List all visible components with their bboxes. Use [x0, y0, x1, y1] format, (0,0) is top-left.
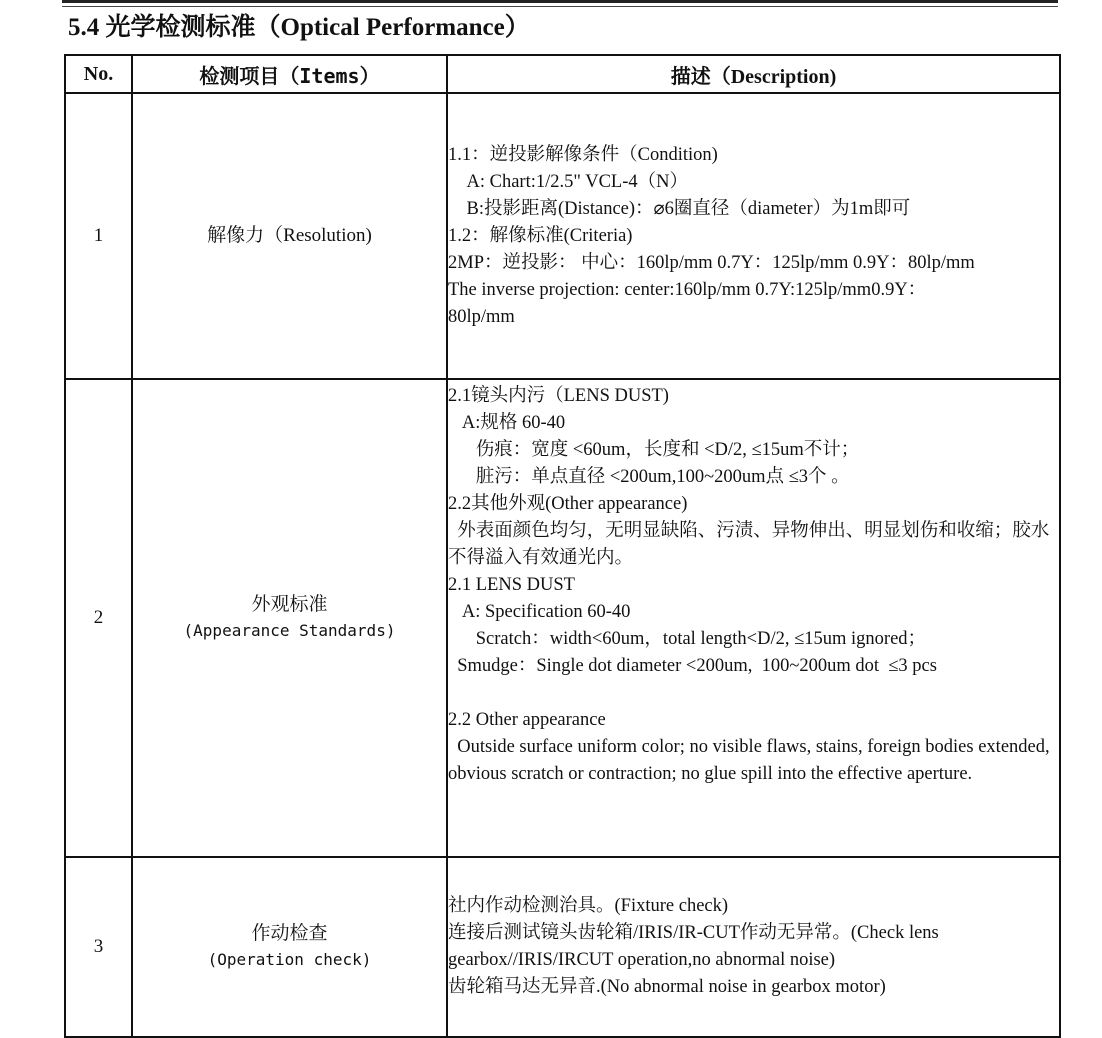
- optical-performance-table: [64, 54, 1061, 1038]
- top-rule-thin: [62, 6, 1058, 7]
- description-line: 2.1镜头内污（LENS DUST): [448, 386, 669, 406]
- item-name: 外观标准: [251, 594, 328, 615]
- description-line: 齿轮箱马达无异音.(No abnormal noise in gearbox motor): [448, 977, 886, 997]
- description-line: A: Specification 60-40: [448, 602, 631, 622]
- item-cell: [132, 857, 447, 1037]
- description-line: 80lp/mm: [448, 306, 515, 327]
- item-name-english: (Operation check): [207, 950, 372, 969]
- description-line: 社内作动检测治具。(Fixture check): [448, 896, 729, 916]
- header-row: [65, 55, 1060, 93]
- table-row: [65, 93, 1060, 379]
- section-title: 5.4 光学检测标准（Optical Performance）: [68, 14, 530, 41]
- header-no: No.: [65, 55, 132, 93]
- table-row: [65, 857, 1060, 1037]
- item-cell: [132, 379, 447, 857]
- description-line: 伤痕：宽度 <60um，长度和 <D/2, ≤15um不计；: [448, 440, 860, 460]
- description-cell: [447, 379, 1060, 857]
- description-line: Scratch：width<60um，total length<D/2, ≤15um ignored；: [448, 629, 927, 649]
- item-cell: [132, 93, 447, 379]
- description-cell: [447, 93, 1060, 379]
- description-line: 脏污：单点直径 <200um,100~200um点 ≤3个 。: [448, 467, 850, 487]
- row-number: 3: [65, 857, 132, 1037]
- row-number: 1: [65, 93, 132, 379]
- header-description: 描述（Description): [447, 55, 1060, 93]
- description-line: 2.1 LENS DUST: [448, 575, 575, 595]
- description-line: 连接后测试镜头齿轮箱/IRIS/IR-CUT作动无异常。(Check lens gearbox//IRIS/IRCUT operation,no abnormal noise): [448, 923, 944, 970]
- table-row: [65, 379, 1060, 857]
- top-rule-thick: [62, 0, 1058, 3]
- item-name: 作动检查: [251, 923, 328, 944]
- description-line: B:投影距离(Distance)：⌀6圈直径（diameter）为1m即可: [448, 198, 911, 219]
- description-line: 2MP：逆投影： 中心：160lp/mm 0.7Y：125lp/mm 0.9Y：80lp/mm: [448, 252, 975, 273]
- description-line: 1.1：逆投影解像条件（Condition): [448, 144, 718, 165]
- description-line: A: Chart:1/2.5" VCL-4（N）: [448, 171, 688, 192]
- item-name-english: (Appearance Standards): [183, 621, 396, 640]
- description-line: 2.2其他外观(Other appearance): [448, 494, 688, 514]
- description-line: Outside surface uniform color; no visible flaws, stains, foreign bodies extended, obvious scratch or contraction; no glue spill into the effective aperture.: [448, 737, 1055, 784]
- description-line: 2.2 Other appearance: [448, 710, 606, 730]
- description-line: Smudge：Single dot diameter <200um, 100~200um dot ≤3 pcs: [448, 656, 937, 676]
- header-items: 检测项目（Items）: [132, 55, 447, 93]
- item-name: 解像力（Resolution): [207, 225, 372, 246]
- description-line: A:规格 60-40: [448, 413, 566, 433]
- row-number: 2: [65, 379, 132, 857]
- description-spacer: [448, 680, 1059, 707]
- description-line: The inverse projection: center:160lp/mm 0.7Y:125lp/mm0.9Y：: [448, 279, 927, 300]
- description-cell: [447, 857, 1060, 1037]
- description-line: 外表面颜色均匀，无明显缺陷、污渍、异物伸出、明显划伤和收缩；胶水不得溢入有效通光内。: [448, 521, 1050, 568]
- description-line: 1.2：解像标准(Criteria): [448, 225, 633, 246]
